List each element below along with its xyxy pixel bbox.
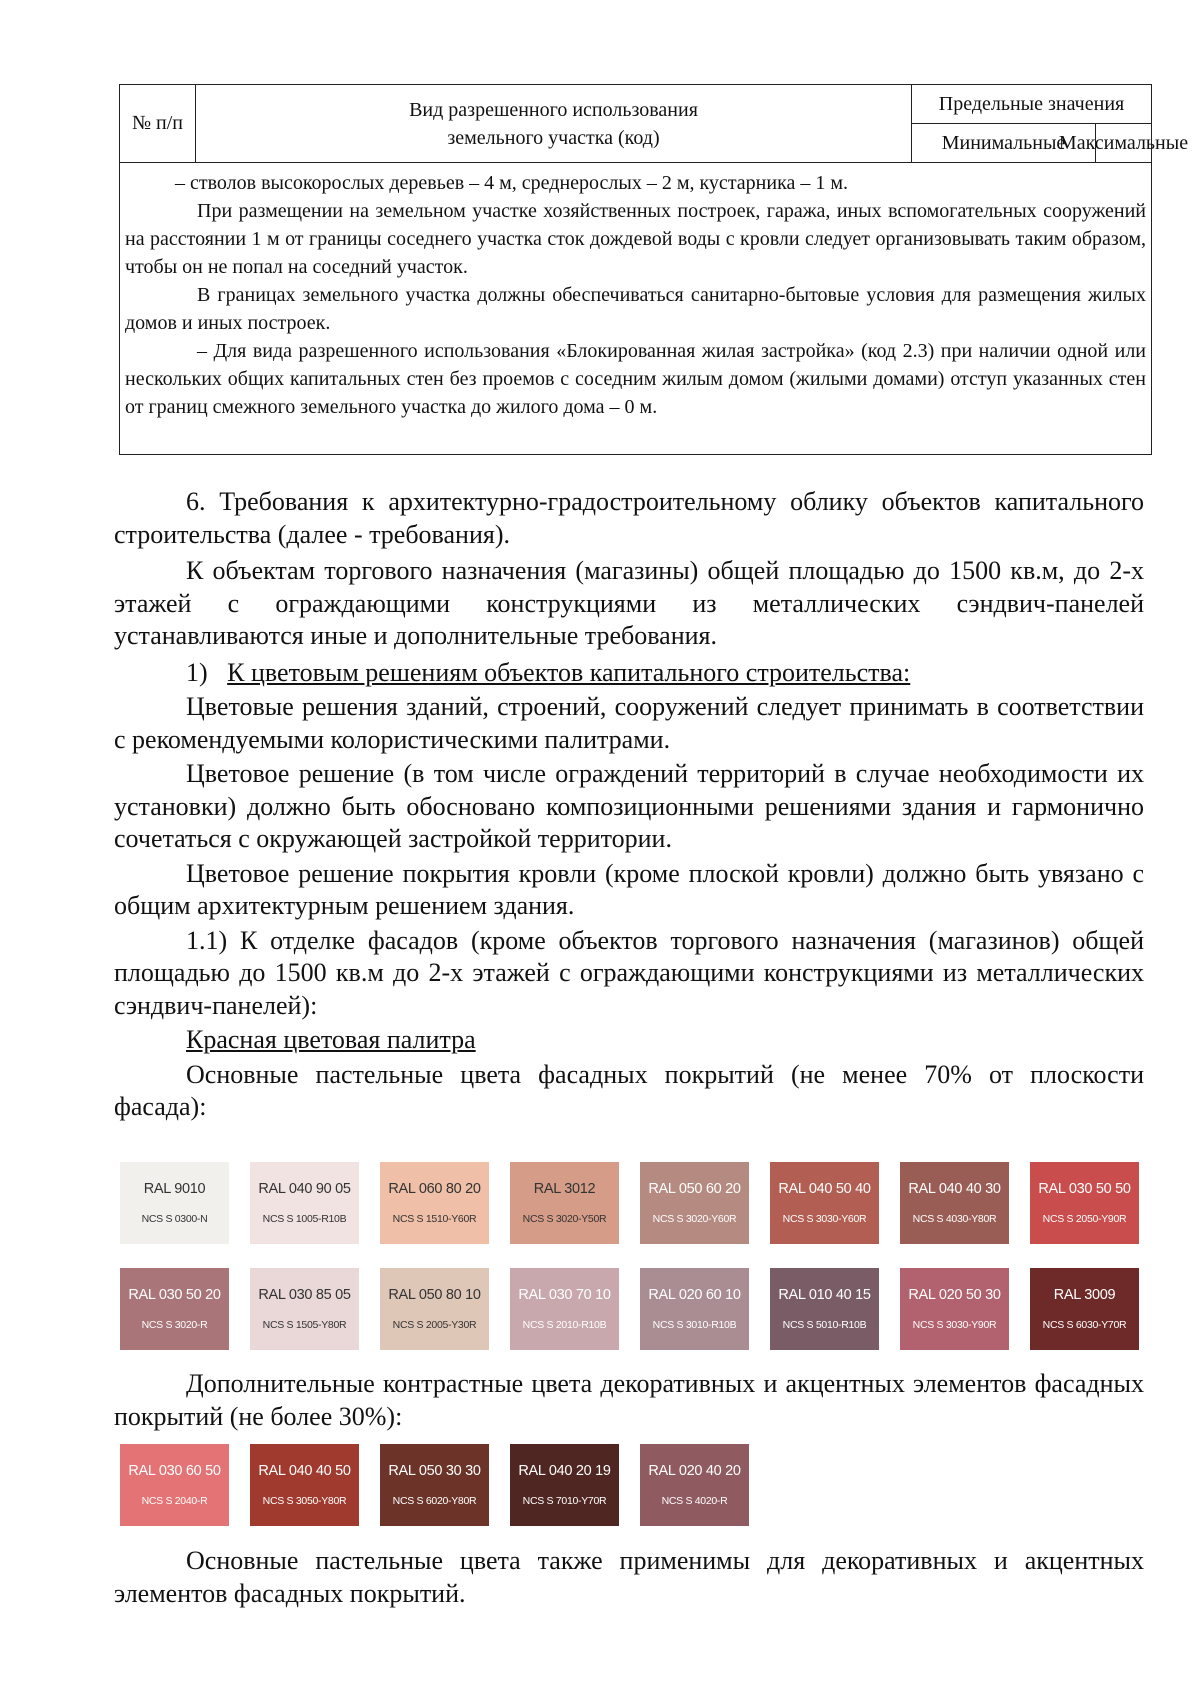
color-swatch: RAL 020 60 10 NCS S 3010-R10B bbox=[640, 1268, 749, 1350]
color-swatch: RAL 050 60 20 NCS S 3020-Y60R bbox=[640, 1162, 749, 1244]
limits-table bbox=[119, 84, 1189, 455]
header-type: Вид разрешенного использования земельного участка (код) bbox=[196, 85, 912, 162]
color-swatch: RAL 030 50 20 NCS S 3020-R bbox=[120, 1268, 229, 1350]
palette-title: Красная цветовая палитра bbox=[186, 1025, 476, 1054]
paragraph-final: Основные пастельные цвета также применимы для декоративных и акцентных элементов фасадных покрытий. bbox=[114, 1546, 1144, 1608]
color-swatch: RAL 050 30 30 NCS S 6020-Y80R bbox=[380, 1444, 489, 1526]
heading-text: К цветовым решениям объектов капитального строительства: bbox=[227, 657, 911, 687]
color-swatch: RAL 050 80 10 NCS S 2005-Y30R bbox=[380, 1268, 489, 1350]
swatch-row-accent bbox=[120, 1444, 749, 1526]
color-swatch: RAL 040 40 50 NCS S 3050-Y80R bbox=[250, 1444, 359, 1526]
paragraph-accent-colors: Дополнительные контрастные цвета декоративных и акцентных элементов фасадных покрытий (не более 30%): bbox=[114, 1369, 1144, 1431]
header-max: Максимальные bbox=[1058, 132, 1189, 154]
text-block-1 bbox=[114, 486, 1144, 1124]
color-swatch: RAL 3009 NCS S 6030-Y70R bbox=[1030, 1268, 1139, 1350]
text-block-3 bbox=[114, 1545, 1144, 1610]
color-swatch: RAL 030 85 05 NCS S 1505-Y80R bbox=[250, 1268, 359, 1350]
paragraph-6: 6. Требования к архитектурно-градостроительному облику объектов капитального строительства (далее - требования). bbox=[114, 487, 1144, 549]
paragraph-roof: Цветовое решение покрытия кровли (кроме плоской кровли) должно быть увязано с общим архитектурным решением здания. bbox=[114, 858, 1144, 920]
table-body-line: В границах земельного участка должны обеспечиваться санитарно-бытовые условия для размещения жилых домов и иных построек. bbox=[125, 284, 1146, 334]
table-body bbox=[125, 169, 1146, 421]
text-block-2 bbox=[114, 1368, 1144, 1433]
table-body-line: – Для вида разрешенного использования «Блокированная жилая застройка» (код 2.3) при наличии одной или нескольких общих капитальных стен без проемов с соседним жилым домом (жилыми домами) отступ указанных стен от границ смежного земельного участка до жилого дома – 0 м. bbox=[125, 340, 1146, 418]
color-swatch: RAL 010 40 15 NCS S 5010-R10B bbox=[770, 1268, 879, 1350]
color-swatch: RAL 3012 NCS S 3020-Y50R bbox=[510, 1162, 619, 1244]
color-swatch: RAL 040 90 05 NCS S 1005-R10B bbox=[250, 1162, 359, 1244]
swatch-row-main-2 bbox=[120, 1268, 1139, 1350]
paragraph-1-1: 1.1) К отделке фасадов (кроме объектов торгового назначения (магазинов) общей площадью до 1500 кв.м до 2-х этажей с ограждающими конструкциями из металлических сэндвич-панелей): bbox=[114, 925, 1144, 1020]
header-limits: Предельные значения bbox=[912, 85, 1151, 124]
color-swatch: RAL 060 80 20 NCS S 1510-Y60R bbox=[380, 1162, 489, 1244]
paragraph-color-2: Цветовое решение (в том числе ограждений территорий в случае необходимости их установки) должно быть обосновано композиционными решениями здания и гармонично сочетаться с окружающей застройкой территории. bbox=[114, 759, 1144, 853]
table-body-line: – стволов высокорослых деревьев – 4 м, среднерослых – 2 м, кустарника – 1 м. bbox=[175, 172, 849, 194]
color-swatch: RAL 030 50 50 NCS S 2050-Y90R bbox=[1030, 1162, 1139, 1244]
color-swatch: RAL 020 40 20 NCS S 4020-R bbox=[640, 1444, 749, 1526]
header-limits-group bbox=[912, 85, 1189, 162]
heading-color-solutions bbox=[114, 657, 1144, 690]
paragraph-main-colors: Основные пастельные цвета фасадных покрытий (не менее 70% от плоскости фасада): bbox=[114, 1059, 1144, 1121]
color-swatch: RAL 040 40 30 NCS S 4030-Y80R bbox=[900, 1162, 1009, 1244]
color-swatch: RAL 040 50 40 NCS S 3030-Y60R bbox=[770, 1162, 879, 1244]
table-header bbox=[120, 85, 1189, 163]
header-num: № п/п bbox=[120, 85, 196, 162]
color-swatch: RAL 040 20 19 NCS S 7010-Y70R bbox=[510, 1444, 619, 1526]
heading-number: 1) bbox=[186, 657, 208, 687]
swatch-row-main-1 bbox=[120, 1162, 1139, 1244]
color-swatch: RAL 030 60 50 NCS S 2040-R bbox=[120, 1444, 229, 1526]
color-swatch: RAL 9010 NCS S 0300-N bbox=[120, 1162, 229, 1244]
color-swatch: RAL 030 70 10 NCS S 2010-R10B bbox=[510, 1268, 619, 1350]
paragraph-shops: К объектам торгового назначения (магазины) общей площадью до 1500 кв.м, до 2-х этажей с ограждающими конструкциями из металлических сэндвич-панелей устанавливаются иные и дополнительные требования. bbox=[114, 556, 1144, 650]
table-body-line: При размещении на земельном участке хозяйственных построек, гаража, иных вспомогательных сооружений на расстоянии 1 м от границы соседнего участка сток дождевой воды с кровли следует организовывать таким образом, чтобы он не попал на соседний участок. bbox=[125, 200, 1146, 278]
color-swatch: RAL 020 50 30 NCS S 3030-Y90R bbox=[900, 1268, 1009, 1350]
header-min: Минимальные bbox=[912, 124, 1096, 163]
paragraph-color-1: Цветовые решения зданий, строений, сооружений следует принимать в соответствии с рекомендуемыми колористическими палитрами. bbox=[114, 692, 1144, 754]
